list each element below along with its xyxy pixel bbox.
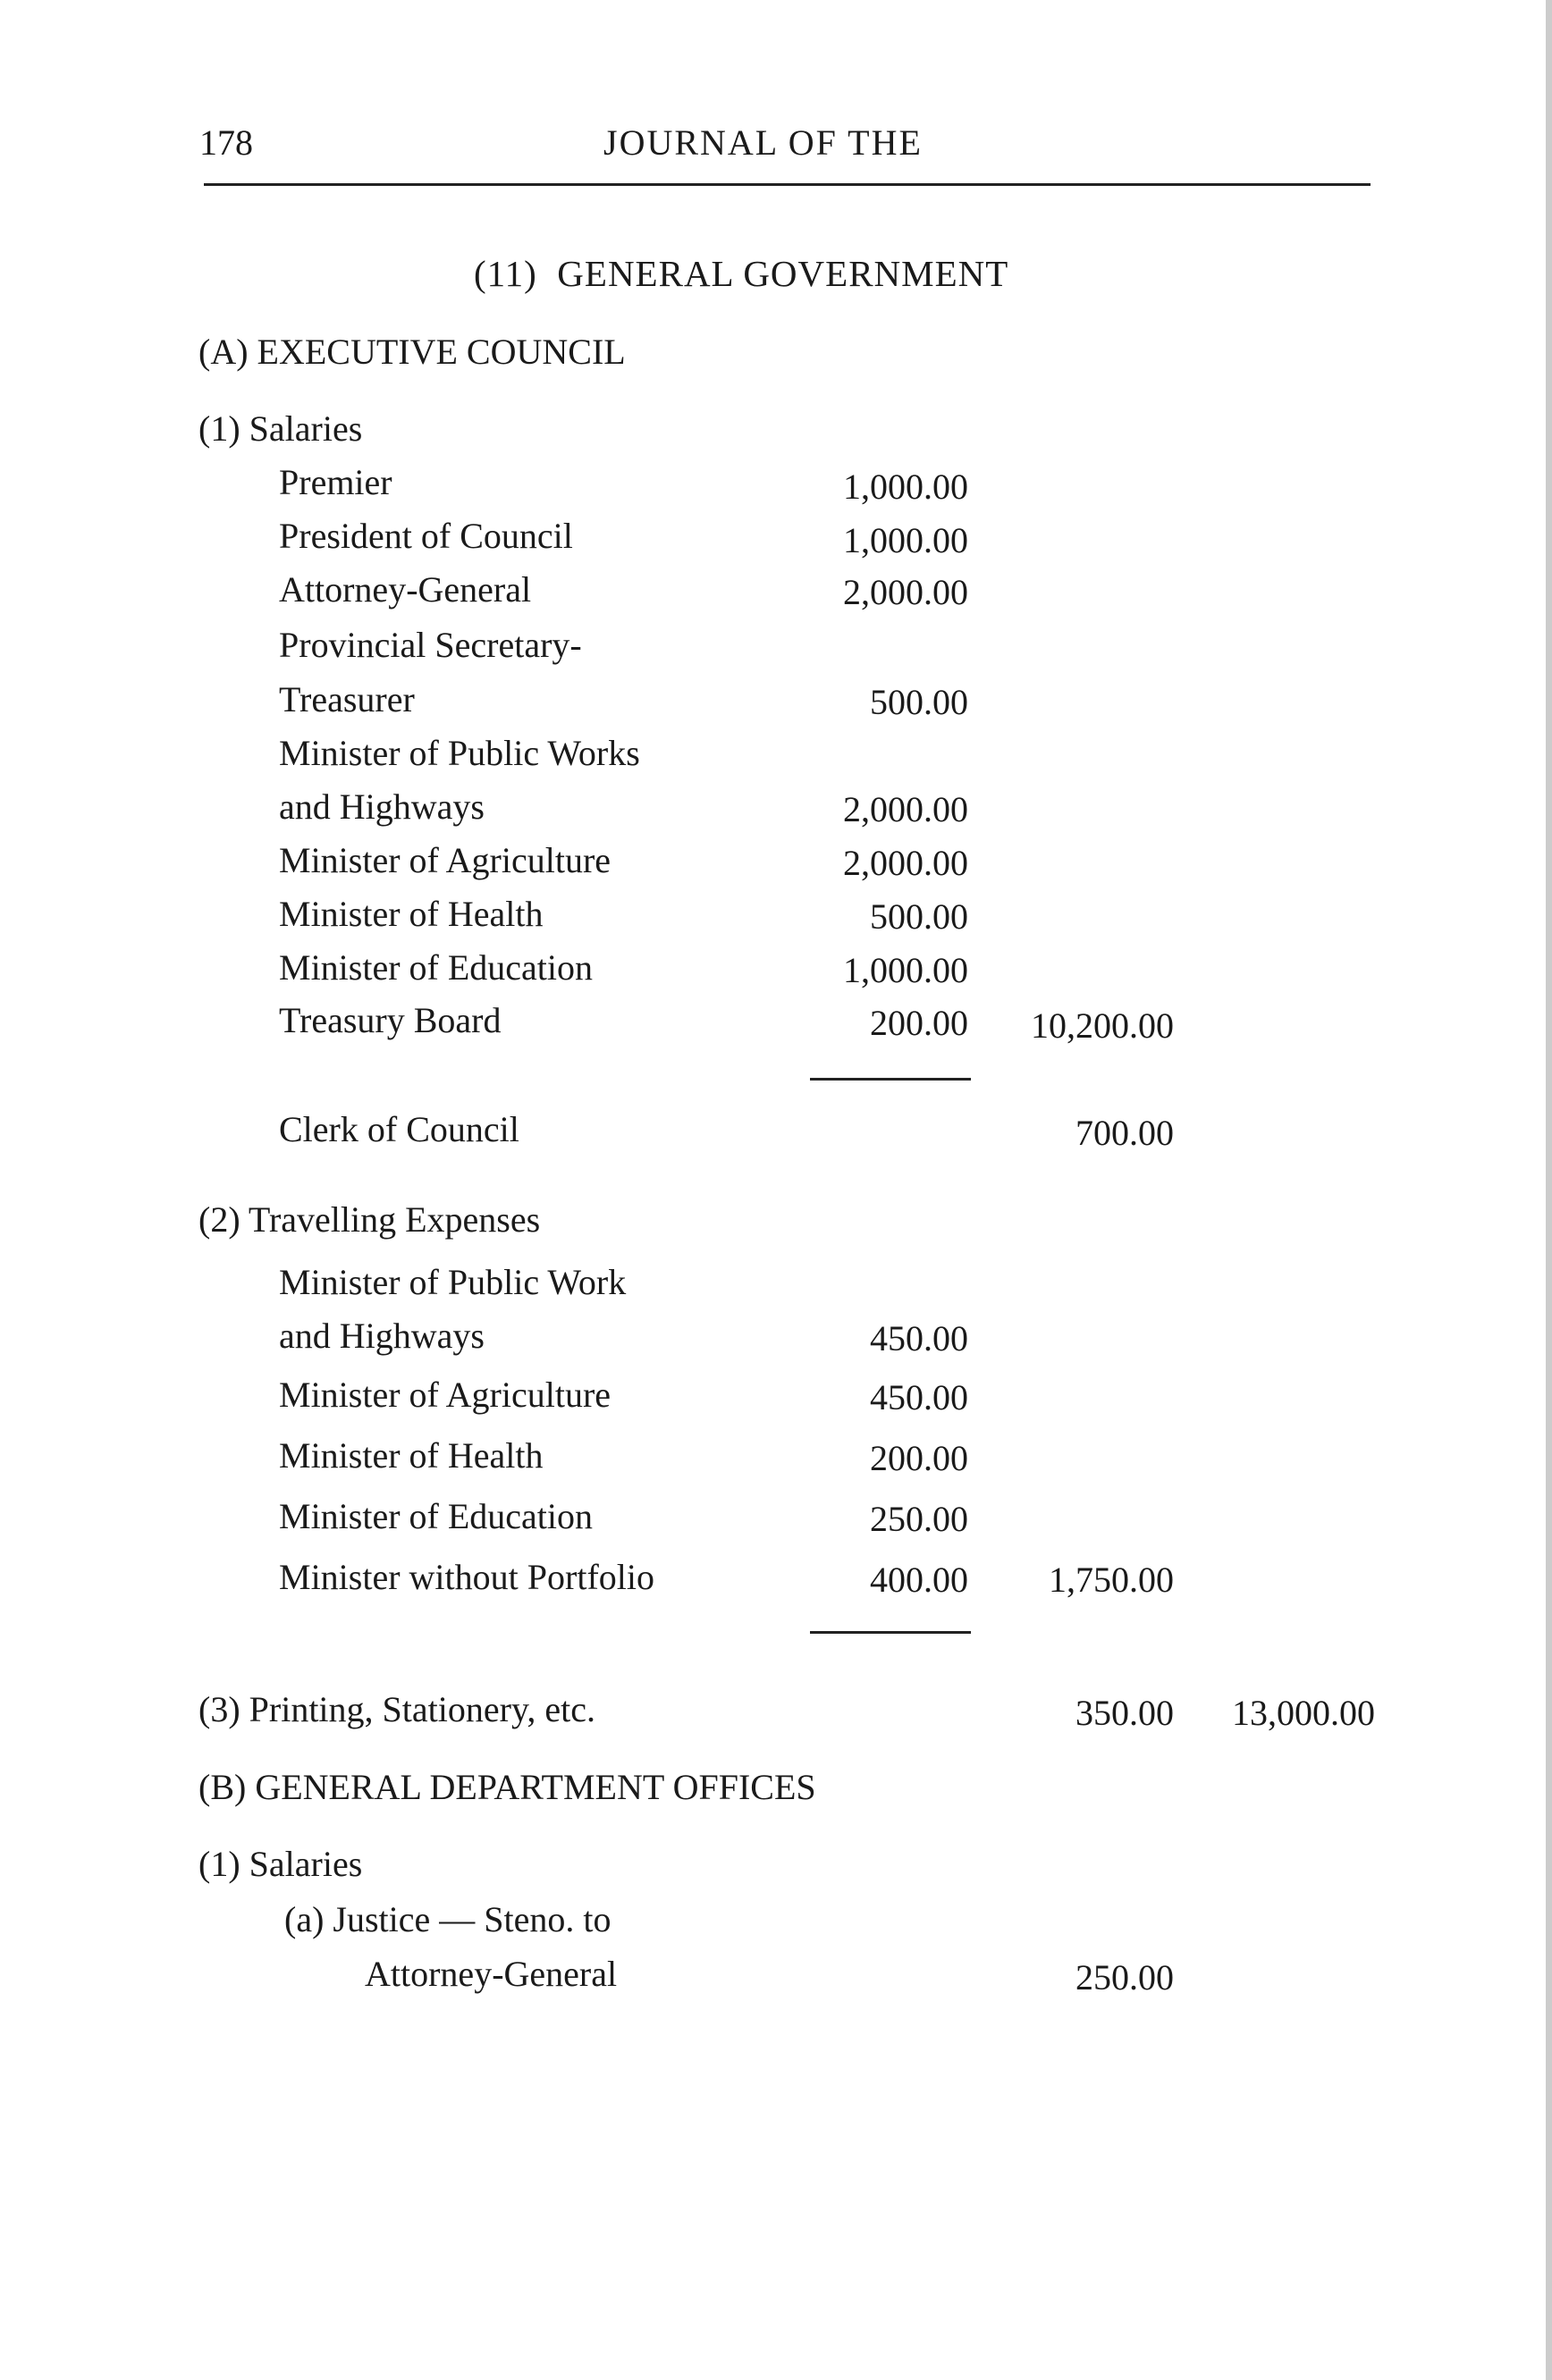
travel-label: Minister of Health: [279, 1435, 544, 1476]
scan-edge: [1546, 0, 1552, 2380]
salary-amount: 1,000.00: [843, 467, 968, 507]
salary-label: Minister of Education: [279, 947, 594, 988]
justice-subtotal: 250.00: [1075, 1957, 1174, 1997]
header-rule: [204, 183, 1371, 186]
justice-line: (a) Justice — Steno. to: [284, 1899, 612, 1939]
salary-amount: 2,000.00: [843, 843, 968, 883]
salary-label: Minister of Public Works: [279, 733, 640, 773]
salary-label: and Highways: [279, 786, 485, 827]
travel-label: Minister of Agriculture: [279, 1375, 612, 1415]
salaries-sum-rule: [810, 1078, 971, 1081]
salary-amount: 1,000.00: [843, 950, 968, 990]
executive-council-total: 13,000.00: [1232, 1693, 1375, 1733]
travel-label: Minister of Public Work: [279, 1262, 627, 1302]
travel-amount: 450.00: [870, 1377, 968, 1417]
salary-amount: 1,000.00: [843, 520, 968, 560]
section-a-heading: (A) EXECUTIVE COUNCIL: [198, 332, 626, 372]
salary-amount: 2,000.00: [843, 789, 968, 829]
salary-amount: 200.00: [870, 1003, 968, 1043]
page-number: 178: [199, 122, 253, 163]
travel-amount: 200.00: [870, 1438, 968, 1478]
salaries-subtotal: 10,200.00: [1031, 1005, 1174, 1046]
salary-label: Treasurer: [279, 679, 415, 719]
travel-amount: 400.00: [870, 1560, 968, 1600]
travelling-heading: (2) Travelling Expenses: [198, 1199, 541, 1240]
section-b-heading: (B) GENERAL DEPARTMENT OFFICES: [198, 1767, 816, 1807]
clerk-label: Clerk of Council: [279, 1109, 519, 1149]
salaries-heading: (1) Salaries: [198, 408, 363, 449]
salary-label: President of Council: [279, 516, 573, 556]
salary-amount: 500.00: [870, 896, 968, 937]
salary-label: Minister of Agriculture: [279, 840, 612, 880]
travelling-subtotal: 1,750.00: [1049, 1560, 1174, 1600]
travel-amount: 250.00: [870, 1499, 968, 1539]
travel-label: and Highways: [279, 1316, 485, 1356]
printing-subtotal: 350.00: [1075, 1693, 1174, 1733]
salary-label: Treasury Board: [279, 1000, 502, 1040]
salary-amount: 2,000.00: [843, 572, 968, 612]
salary-label: Attorney-General: [279, 569, 532, 610]
b-salaries-heading: (1) Salaries: [198, 1844, 363, 1884]
clerk-subtotal: 700.00: [1075, 1113, 1174, 1153]
travelling-sum-rule: [810, 1631, 971, 1634]
travel-amount: 450.00: [870, 1318, 968, 1358]
salary-label: Provincial Secretary-: [279, 625, 582, 665]
salary-label: Minister of Health: [279, 894, 544, 934]
printing-label: (3) Printing, Stationery, etc.: [198, 1689, 595, 1729]
travel-label: Minister of Education: [279, 1496, 594, 1536]
salary-amount: 500.00: [870, 682, 968, 722]
section-title: (11) GENERAL GOVERNMENT: [474, 253, 1009, 294]
salary-label: Premier: [279, 462, 392, 502]
attorney-general-line: Attorney-General: [365, 1954, 618, 1994]
travel-label: Minister without Portfolio: [279, 1557, 654, 1597]
running-title: JOURNAL OF THE: [603, 122, 923, 163]
